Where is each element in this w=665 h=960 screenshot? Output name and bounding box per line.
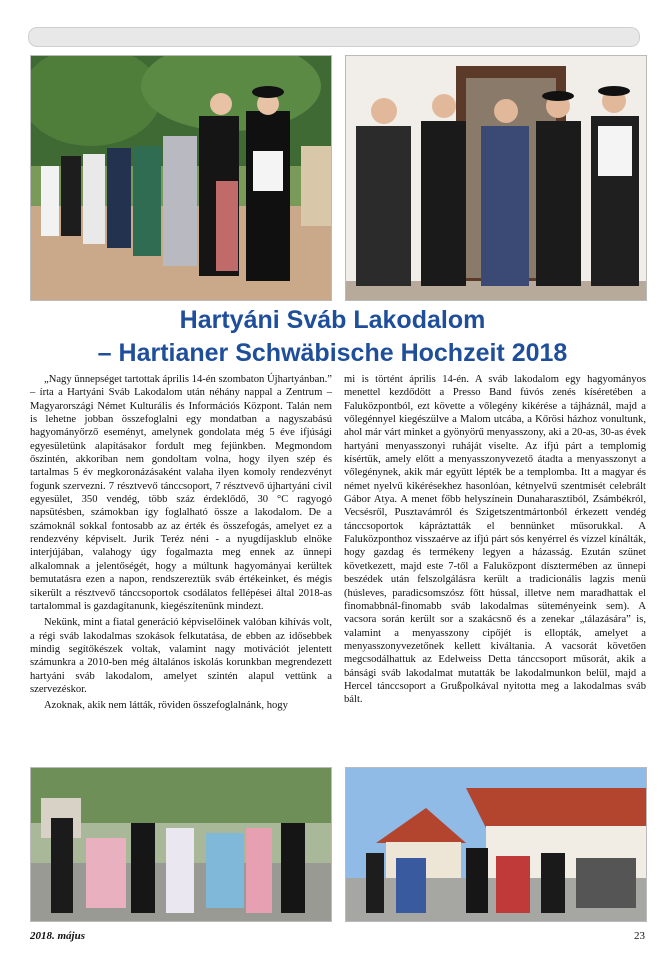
header-bar: [28, 27, 640, 47]
article-column-right: [344, 373, 646, 707]
photo-dancers-village: [345, 767, 647, 922]
issue-date: 2018. május: [30, 930, 86, 942]
article-subtitle: – Hartianer Schwäbische Hochzeit 2018: [97, 339, 568, 367]
photo-wedding-procession: [30, 55, 332, 301]
paragraph-summary-start: Azoknak, akik nem látták, röviden összefoglalnánk, hogy: [44, 700, 288, 712]
paragraph-event-description: mi is történt április 14-én. A sváb lakodalom egy hagyományos menettel kezdődött a Presso Band fúvós zenés kíséretében a Faluközpontból, ezt követte a vőlegény kikérése a tájháznál, majd a vőlegénnyel kiegészülve a Malom utcába, a Kőrösi házhoz vonultunk, ahol már várt minket a gyönyörű menyasszony, aki a 20-as, 30-as évek hartyáni menyasszonyi ruháját viselte. Az ifjú párt a templomig kísértük, amely előtt a menyasszonyvezető átadta a menyasszonyt a vőlegénynek, akik már együtt lépték be a templomba. Itt a magyar és német nyelvű kikérésekhez hasonlóan, kétnyelvű szentmisét celebrált Gábor Atya. A menet főbb helyszínein Dunaharasztiból, Zsámbékról, Vecsésről, Pusztavámról és Szigetszentmártonból érkezett vendég tánccsoportok kápráztatták el bennünket műsorukkal. A Faluközponthoz visszaérve az ifjú párt sós kenyérrel és vízzel kínálták, hogy gazdag és termékeny legyen a házasság. Ezután szünet következett, majd este 7-től a Faluközpont dísztermében az ünnepi beszédek után felszolgálásra került a tradicionális lagzis menü (húsleves, paradicsomszósz főtt hússal, illetve nem maradhattak el finomabbnál-finomabb sváb lakodalmas süteményeink sem). A vacsora során került sor a szakácsnő és a zenekar „tálazására” is, valamint a menyasszony cipőjét is ellopták, amelyet a menyasszonyvezetőnek kellett kiváltania. A vacsorát követően megcsodálhattuk az Edelweiss Detta tánccsoport műsorát, akik a bánsági sváb lakodalmat mutatták be lakodalmunkon belül, majd a Hercel tánccsoport a Grußpolkával nyitotta meg a lakodalmas sváb bált.: [344, 374, 646, 706]
photo-wedding-party-doorway: [345, 55, 647, 301]
article-column-left: [30, 373, 332, 713]
paragraph-intro: „Nagy ünnepséget tartottak április 14-én szombaton Újhartyánban.” – írta a Hartyáni Sváb Lakodalom után néhány nappal a Zentrum – Magyarországi Német Kulturális és Információs Központ. Talán nem is lehetne jobban összefoglalni egy mondatban a nagyszabású hagyományőrző eseményt, amelynek gondolata még 5 éve ifjúsági egyesületünk alapításakor fordult meg fejünkben. Megmondom őszintén, akkoriban nem gondoltam volna, hogy ilyen szép és tartalmas 5 év megkoronázásaként valaha ilyen komoly rendezvényt fogunk szervezni. 7 résztvevő tánccsoport, 7 résztvevő újhartyáni civil egyesület, 350 vendég, több száz érdeklődő, 30 °C ragyogó napsütésben, számokban így foglalható össze a lakodalom. De a számoknál sokkal fontosabb az az érték és összefogás, amelyet ez a rendezvény képviselt. Jurik Teréz néni - a nyugdíjasklub elnöke interjújában, valahogy úgy fogalmazta meg ennek az ünnepi alkalomnak a jelentőségét, hogy a múltunk hagyományai kerültek bemutatásra ezen a napon, rendszereztük sváb értékeinket, és mégis sikerült a résztvevő tánccsoportok csodálatos fellépései által 2018-as tartalommal is gazdagítanunk, kiegészítenünk mindezt.: [30, 374, 332, 612]
paragraph-generation: Nekünk, mint a fiatal generáció képviselőinek valóban kihívás volt, a régi sváb lakodalmas szokások felkutatása, de ebben az idősebbek mindig segítőkészek voltak, valamint nagy motivációt jelentett számunkra a 2010-ben még általános iskolás korunkban megrendezett hartyáni sváb lakodalom, amelyet szintén alapul vettünk a szervezéskor.: [30, 617, 332, 695]
article-title: Hartyáni Sváb Lakodalom: [179, 306, 486, 334]
photo-street-dance: [30, 767, 332, 922]
page-number: 23: [634, 930, 645, 942]
